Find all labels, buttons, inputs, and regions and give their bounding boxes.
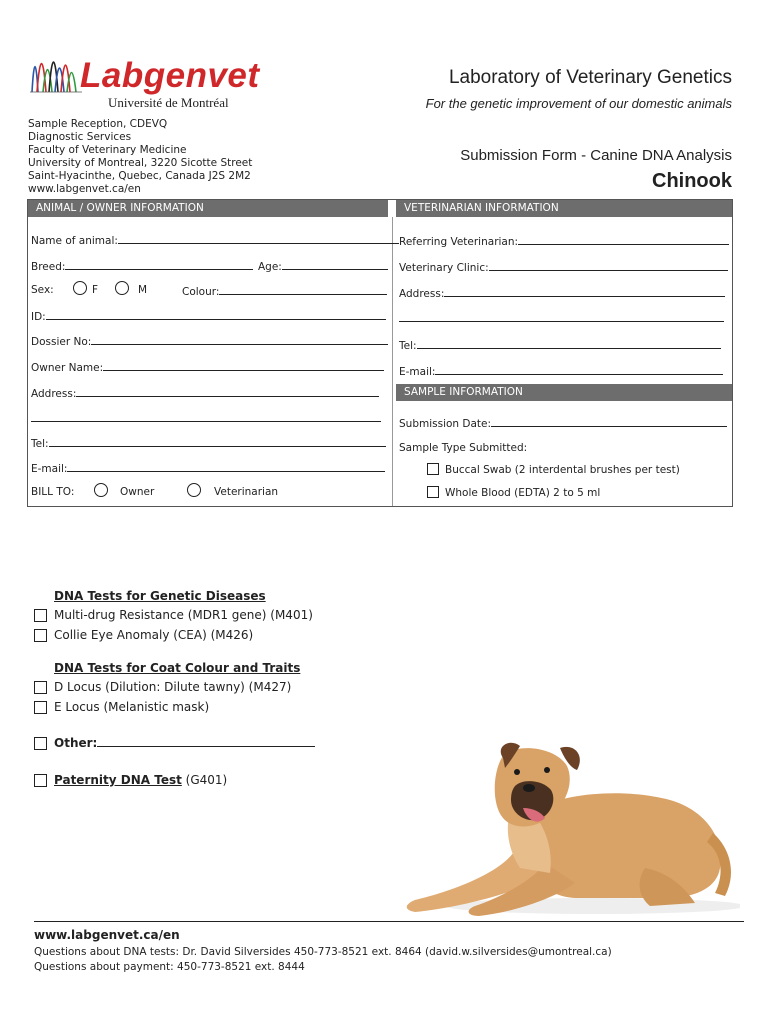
buccal-swab-label: Buccal Swab (2 interdental brushes per test) (445, 464, 680, 476)
buccal-swab-checkbox[interactable] (427, 463, 439, 475)
address-line: Faculty of Veterinary Medicine (28, 144, 187, 156)
sex-m-label: M (138, 284, 148, 296)
vet-clinic-label: Veterinary Clinic: (399, 262, 489, 274)
whole-blood-label: Whole Blood (EDTA) 2 to 5 ml (445, 487, 601, 499)
vet-section-header: VETERINARIAN INFORMATION (396, 200, 732, 217)
submission-date-field[interactable] (399, 416, 727, 430)
cea-checkbox[interactable] (34, 629, 47, 642)
vet-email-field[interactable] (399, 364, 723, 378)
owner-name-field[interactable] (31, 360, 384, 374)
footer-url-link[interactable]: www.labgenvet.ca/en (34, 928, 180, 942)
age-label: Age: (258, 261, 282, 273)
form-title: Submission Form - Canine DNA Analysis (460, 147, 732, 164)
sex-f-label: F (92, 284, 99, 296)
paternity-checkbox[interactable] (34, 774, 47, 787)
lab-subtitle: For the genetic improvement of our domestic animals (425, 96, 732, 111)
bill-to-label: BILL TO: (31, 486, 75, 498)
vet-email-label: E-mail: (399, 366, 436, 378)
sex-label: Sex: (31, 284, 54, 296)
owner-email-field[interactable] (31, 461, 385, 475)
dna-questions-text: Questions about DNA tests: Dr. David Silversides 450-773-8521 ext. 8464 (david.w.silversides@umontreal.ca) (34, 946, 612, 958)
owner-address-line-2[interactable] (31, 421, 381, 422)
column-divider (392, 217, 393, 506)
other-field[interactable] (54, 736, 315, 750)
sex-m-radio[interactable] (115, 281, 129, 295)
reception-address (28, 118, 252, 196)
footer-rule (34, 921, 744, 922)
logo-university: Université de Montréal (108, 95, 229, 110)
address-line: Sample Reception, CDEVQ (28, 118, 168, 130)
other-label: Other: (54, 736, 98, 750)
cea-label: Collie Eye Anomaly (CEA) (M426) (54, 628, 254, 642)
owner-tel-field[interactable] (31, 436, 386, 450)
breed-title: Chinook (652, 170, 732, 192)
vet-address-field[interactable] (399, 286, 725, 300)
logo-wordmark: Labgenvet (80, 56, 260, 95)
owner-tel-label: Tel: (31, 438, 49, 450)
lab-title: Laboratory of Veterinary Genetics (448, 67, 732, 88)
address-line: Saint-Hyacinthe, Quebec, Canada J2S 2M2 (28, 170, 251, 182)
vet-tel-field[interactable] (399, 338, 721, 352)
sample-section-header: SAMPLE INFORMATION (396, 384, 732, 401)
address-line: University of Montreal, 3220 Sicotte Street (28, 157, 253, 169)
d-locus-checkbox[interactable] (34, 681, 47, 694)
vet-clinic-field[interactable] (399, 260, 728, 274)
dna-sequence-logo-icon (30, 48, 82, 96)
breed-label: Breed: (31, 261, 66, 273)
vet-tel-label: Tel: (399, 340, 417, 352)
d-locus-label: D Locus (Dilution: Dilute tawny) (M427) (54, 680, 292, 694)
animal-name-field[interactable] (31, 233, 399, 247)
bill-owner-radio[interactable] (94, 483, 108, 497)
owner-email-label: E-mail: (31, 463, 68, 475)
vet-address-label: Address: (399, 288, 445, 300)
sex-f-radio[interactable] (73, 281, 87, 295)
genetic-diseases-heading: DNA Tests for Genetic Diseases (54, 589, 266, 603)
address-line: Diagnostic Services (28, 131, 132, 143)
mdr1-checkbox[interactable] (34, 609, 47, 622)
paternity-row (54, 773, 227, 787)
paternity-label: Paternity DNA Test (54, 773, 182, 787)
submission-date-label: Submission Date: (399, 418, 492, 430)
animal-name-label: Name of animal: (31, 235, 118, 247)
age-field[interactable] (258, 259, 388, 273)
whole-blood-checkbox[interactable] (427, 486, 439, 498)
owner-name-label: Owner Name: (31, 362, 104, 374)
colour-label: Colour: (182, 286, 220, 298)
referring-vet-field[interactable] (399, 234, 729, 248)
vet-address-line-2[interactable] (399, 321, 724, 322)
owner-address-field[interactable] (31, 386, 379, 400)
payment-questions-text: Questions about payment: 450-773-8521 ext. 8444 (34, 961, 305, 973)
mdr1-label: Multi-drug Resistance (MDR1 gene) (M401) (54, 608, 313, 622)
dog-photo (395, 738, 740, 918)
id-field[interactable] (31, 309, 386, 323)
dossier-label: Dossier No: (31, 336, 92, 348)
e-locus-checkbox[interactable] (34, 701, 47, 714)
breed-field[interactable] (31, 259, 253, 273)
bill-owner-label: Owner (120, 486, 155, 498)
other-checkbox[interactable] (34, 737, 47, 750)
address-line: www.labgenvet.ca/en (28, 183, 141, 195)
bill-vet-label: Veterinarian (214, 486, 279, 498)
id-label: ID: (31, 311, 46, 323)
sample-type-label: Sample Type Submitted: (399, 442, 528, 454)
dossier-field[interactable] (31, 334, 388, 348)
e-locus-label: E Locus (Melanistic mask) (54, 700, 210, 714)
paternity-code: (G401) (185, 773, 228, 787)
bill-vet-radio[interactable] (187, 483, 201, 497)
coat-colour-heading: DNA Tests for Coat Colour and Traits (54, 661, 301, 675)
referring-vet-label: Referring Veterinarian: (399, 236, 519, 248)
owner-address-label: Address: (31, 388, 77, 400)
colour-field[interactable] (182, 284, 387, 298)
owner-section-header: ANIMAL / OWNER INFORMATION (28, 200, 388, 217)
